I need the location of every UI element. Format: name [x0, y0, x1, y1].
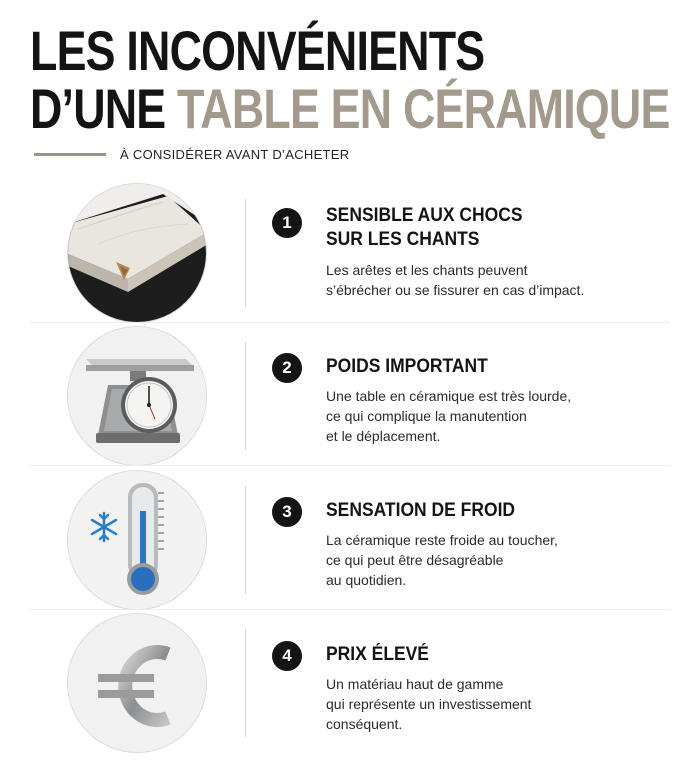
row-separator: [30, 609, 670, 610]
title-line-1: LES INCONVÉNIENTS: [30, 19, 485, 82]
subtitle: À CONSIDÉRER AVANT D’ACHETER: [120, 147, 350, 162]
row-separator: [30, 322, 670, 323]
item-title: SENSATION DE FROID: [326, 500, 516, 521]
thermometer-snowflake-icon: [67, 470, 207, 610]
chipped-ceramic-edge-icon: [67, 183, 207, 323]
weighing-scale-icon: [67, 326, 207, 466]
number-badge: 2: [272, 353, 302, 383]
row-divider: [245, 342, 246, 450]
item-title: SENSIBLE AUX CHOCS SUR LES CHANTS: [326, 205, 523, 250]
list-item: [0, 183, 700, 323]
list-item: [0, 470, 700, 610]
title-line-2: [30, 77, 670, 140]
euro-icon: [67, 613, 207, 753]
number-badge: 1: [272, 208, 302, 238]
number-badge: 3: [272, 497, 302, 527]
row-divider: [245, 629, 246, 737]
title-line-2-dark: D’UNE: [30, 77, 178, 140]
row-divider: [245, 486, 246, 594]
item-title: PRIX ÉLEVÉ: [326, 644, 429, 665]
list-item: [0, 613, 700, 753]
title-line-2-accent: TABLE EN CÉRAMIQUE: [177, 77, 670, 140]
subtitle-row: [34, 147, 349, 162]
list-item: [0, 326, 700, 466]
item-title: POIDS IMPORTANT: [326, 356, 488, 377]
page-title: [30, 19, 670, 140]
row-separator: [30, 465, 670, 466]
item-description: Les arêtes et les chants peuvent s’ébrécher ou se fissurer en cas d’impact.: [326, 262, 585, 298]
item-description: La céramique reste froide au toucher, ce qui peut être désagréable au quotidien.: [326, 532, 558, 588]
item-description: Un matériau haut de gamme qui représente un investissement conséquent.: [326, 676, 532, 732]
subtitle-divider: [34, 153, 106, 156]
number-badge: 4: [272, 641, 302, 671]
row-divider: [245, 199, 246, 307]
item-description: Une table en céramique est très lourde, ce qui complique la manutention et le déplacement.: [326, 388, 572, 444]
